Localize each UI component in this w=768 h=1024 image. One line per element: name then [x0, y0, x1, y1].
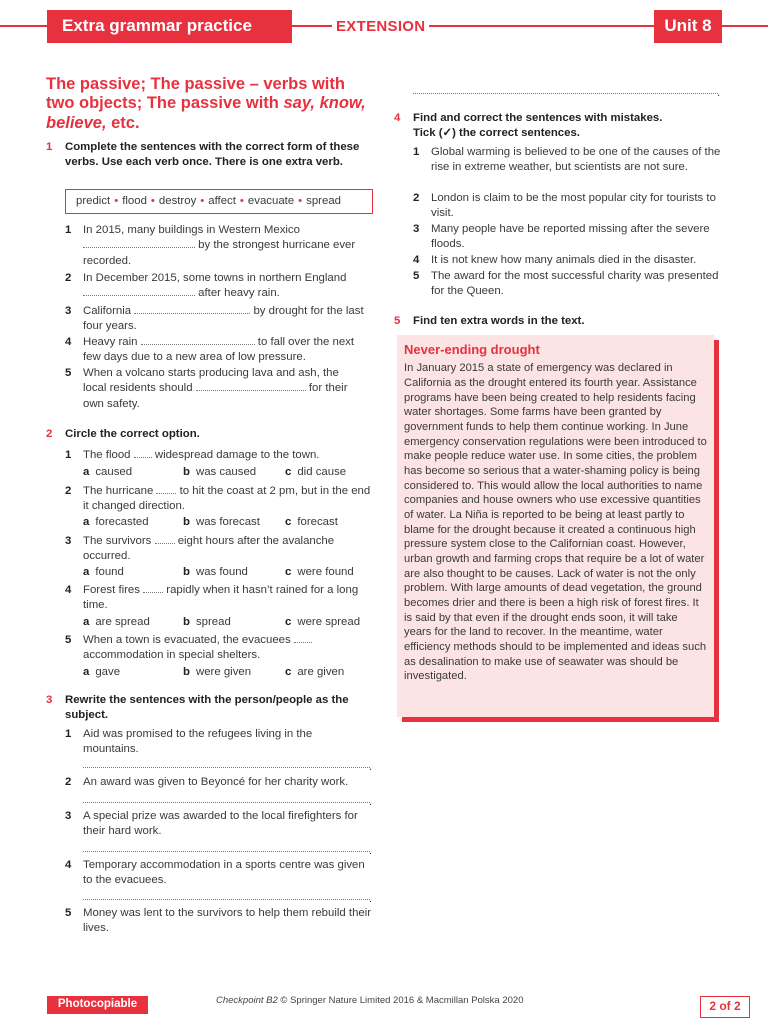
- reading-title: Never-ending drought: [404, 342, 540, 357]
- option-b[interactable]: b was found: [183, 566, 248, 578]
- ex3-instruction: 3 Rewrite the sentences with the person/people as the subject.: [46, 694, 349, 721]
- reading-box: [397, 335, 714, 717]
- page-title: The passive; The passive – verbs with two objects; The passive with say, know, believe, etc.: [46, 75, 366, 132]
- word: affect: [208, 194, 236, 207]
- option-c[interactable]: c were spread: [285, 616, 361, 628]
- answer-blank[interactable]: [141, 335, 255, 345]
- word: evacuate: [247, 194, 295, 207]
- option-b[interactable]: b were given: [183, 666, 252, 678]
- option-a[interactable]: a are spread: [83, 616, 150, 628]
- option-a[interactable]: a gave: [83, 666, 121, 678]
- ex2-item: 1 The flood widespread damage to the town.: [65, 449, 320, 461]
- answer-blank[interactable]: [134, 304, 250, 314]
- header-rule-left: [0, 25, 47, 27]
- answer-line[interactable]: [83, 899, 370, 900]
- ex4-item: 2 London is claim to be the most popular city for tourists to visit.: [413, 192, 716, 220]
- reading-text: In January 2015 a state of emergency was declared in California as the drought entered its fourth year. Assistance programs have been being created to help residents facing water shortages. Some farms have been granted by government funds to help them continue working. In June emergency conservation regulations were been introduced to make people reduce water use. In some cities, the problem has become so serious that a water-shaming policy is being considered to. This would allow the local authorities to name companies and house owners who use excessive quantities of water. La Niña is reported to be being at least partly to blame for the drought because it created a continuous high pressure system close to the Californian coast. However, urban growth and farming crops that require be a lot of water are also thought to be causes. Lack of water is not the only problem. With large amounts of dead vegetation, the ground becomes drier and there is been a high risk of forest fires. It is said by that even if the drought ends soon, it will take years for the land to recover. In the meantime, water efficiency methods should to be implemented and ideas such as desalination to make use of seawater was should be investigated.: [404, 362, 707, 683]
- ex4-instruction: 4 Find and correct the sentences with mistakes. Tick (✓) the correct sentences.: [394, 112, 663, 139]
- ex2-instruction: 2 Circle the correct option.: [46, 428, 200, 440]
- answer-line[interactable]: [413, 93, 718, 94]
- copyright-line: Checkpoint B2 © Springer Nature Limited 2016 & Macmillan Polska 2020: [216, 995, 524, 1006]
- option-b[interactable]: b was forecast: [183, 516, 260, 528]
- ex4-item: 3 Many people have be reported missing after the severe floods.: [413, 223, 710, 251]
- header-rule-right: [722, 25, 768, 27]
- answer-line[interactable]: [83, 851, 370, 852]
- answer-blank[interactable]: [83, 238, 195, 248]
- answer-line[interactable]: [83, 767, 370, 768]
- ex3-item: 2 An award was given to Beyoncé for her charity work.: [65, 776, 349, 788]
- option-c[interactable]: c did cause: [285, 466, 347, 478]
- ex5-instruction: 5 Find ten extra words in the text.: [394, 315, 585, 327]
- word: predict: [76, 194, 111, 207]
- ex3-item: 3 A special prize was awarded to the local firefighters for their hard work.: [65, 810, 358, 838]
- photocopiable-badge: Photocopiable: [47, 996, 148, 1014]
- ex2-item: 5 When a town is evacuated, the evacuees accommodation in special shelters.: [83, 633, 373, 664]
- word: flood: [122, 194, 147, 207]
- header-title: Extra grammar practice: [62, 16, 252, 36]
- ex3-item: 4 Temporary accommodation in a sports centre was given to the evacuees.: [65, 859, 365, 887]
- ex2-item: 3 The survivors eight hours after the avalanche occurred.: [65, 535, 335, 563]
- answer-blank[interactable]: [143, 583, 163, 593]
- answer-blank[interactable]: [196, 381, 306, 391]
- ex1-item: 5 When a volcano starts producing lava and ash, the local residents should for their own safety.: [65, 367, 348, 410]
- header-unit: Unit 8: [664, 16, 712, 36]
- page-number: 2 of 2: [700, 996, 750, 1018]
- option-a[interactable]: a caused: [83, 466, 133, 478]
- option-a[interactable]: a forecasted: [83, 516, 149, 528]
- ex1-item: 2 In December 2015, some towns in northern England after heavy rain.: [65, 272, 347, 300]
- ex4-item: 1 Global warming is believed to be one of the causes of the rise in extreme weather, but scientists are not sure.: [413, 146, 721, 174]
- header-title-box: [47, 10, 292, 43]
- answer-blank[interactable]: [156, 484, 176, 494]
- word: spread: [306, 194, 341, 207]
- answer-blank[interactable]: [155, 534, 175, 544]
- ex1-item: 4 Heavy rain to fall over the next few days due to a new area of low pressure.: [65, 336, 355, 364]
- word: destroy: [158, 194, 197, 207]
- ex1-item: 1 In 2015, many buildings in Western Mexico by the strongest hurricane ever recorded.: [65, 224, 356, 267]
- option-a[interactable]: a found: [83, 566, 124, 578]
- answer-line[interactable]: [83, 802, 370, 803]
- ex1-instruction: 1 Complete the sentences with the correct form of these verbs. Use each verb once. There is one extra verb.: [46, 141, 360, 168]
- header-extension-label: EXTENSION: [332, 17, 429, 37]
- ex4-item: 5 The award for the most successful charity was presented for the Queen.: [413, 270, 719, 298]
- answer-blank[interactable]: [294, 633, 312, 643]
- option-c[interactable]: c forecast: [285, 516, 338, 528]
- option-c[interactable]: c are given: [285, 666, 345, 678]
- ex2-item: 4 Forest fires rapidly when it hasn’t rained for a long time.: [65, 584, 359, 612]
- header-unit-box: [654, 10, 722, 43]
- option-b[interactable]: b was caused: [183, 466, 257, 478]
- ex4-item: 4 It is not knew how many animals died in the disaster.: [413, 254, 697, 266]
- ex1-item: 3 California by drought for the last four years.: [65, 305, 364, 333]
- answer-blank[interactable]: [134, 448, 152, 458]
- ex1-word-box: predict • flood • destroy • affect • evacuate • spread: [65, 189, 373, 214]
- ex2-item: 2 The hurricane to hit the coast at 2 pm, but in the end it changed direction.: [65, 485, 371, 513]
- ex3-item: 5 Money was lent to the survivors to help them rebuild their lives.: [65, 907, 372, 935]
- option-b[interactable]: b spread: [183, 616, 231, 628]
- answer-blank[interactable]: [83, 286, 195, 296]
- ex3-item: 1 Aid was promised to the refugees living in the mountains.: [65, 728, 313, 756]
- option-c[interactable]: c were found: [285, 566, 354, 578]
